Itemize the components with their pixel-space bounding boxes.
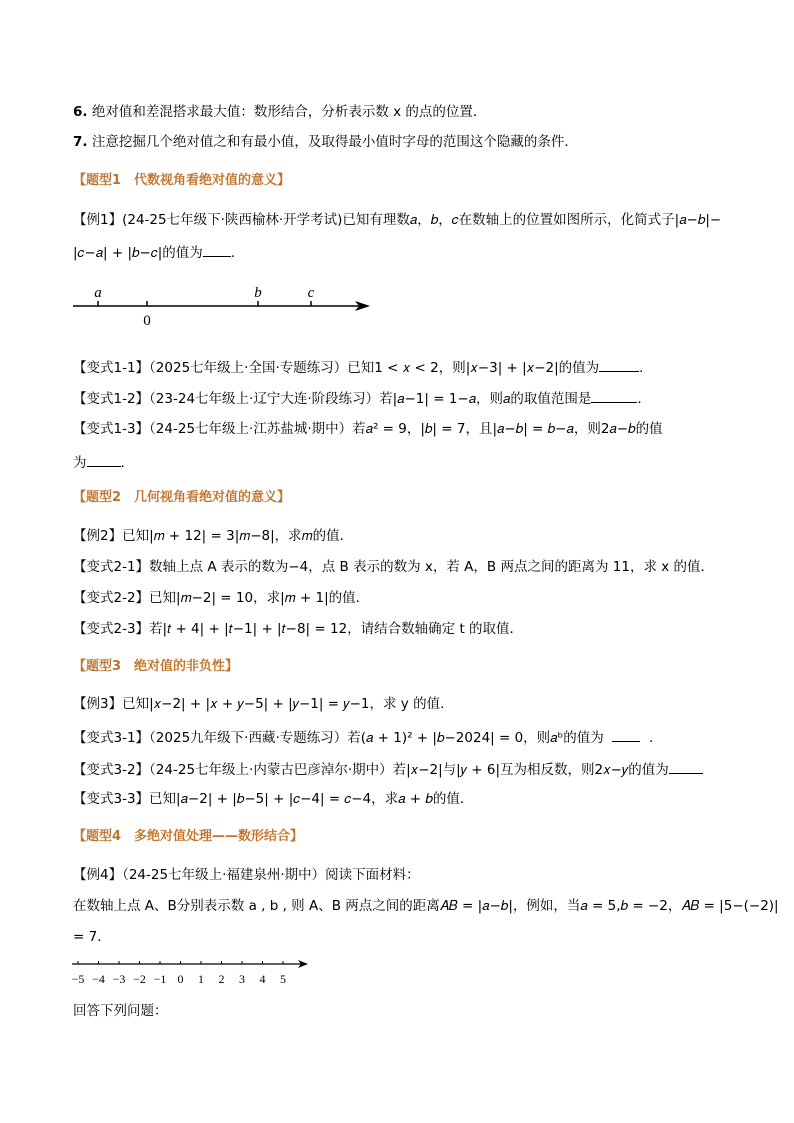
label-a: a	[94, 285, 102, 301]
variant-text: 为	[73, 455, 87, 471]
tip-number: 6.	[73, 104, 88, 120]
variant-1-3: 【变式1-3】（24-25七年级上·江苏盐城·期中）若𝑎² = 9，|𝑏| = 7，且|𝑎−𝑏| = 𝑏−𝑎，则2𝑎−𝑏的值	[73, 421, 663, 437]
answer-blank	[203, 242, 231, 257]
variant-text: 【变式1-2】（23-24七年级上·辽宁大连·阶段练习）若|𝑎−1| = 1−𝑎，则𝑎的取值范围是	[73, 391, 592, 407]
axis-tick-label: −5	[71, 972, 85, 986]
section-heading-3: 【题型3 绝对值的非负性】	[73, 659, 239, 674]
tip-text: 注意挖掘几个绝对值之和有最小值，及取得最小值时字母的范围这个隐藏的条件．	[91, 134, 578, 150]
axis-tick-label: 1	[198, 972, 204, 986]
variant-3-2	[73, 759, 703, 779]
question-prompt: 回答下列问题：	[73, 1003, 168, 1019]
label-b: b	[254, 285, 262, 301]
axis-tick-label: 4	[259, 972, 266, 986]
axis-tick-label: 5	[280, 972, 286, 986]
variant-1-1	[73, 357, 643, 377]
variant-1-3-line2: 为 .	[73, 452, 125, 472]
axis-tick-label: −2	[133, 972, 146, 986]
material-line2: = 7．	[73, 929, 111, 945]
variant-2-3: 【变式2-3】若|𝑡 + 4| + |𝑡−1| + |𝑡−8| = 12，请结合数轴确定 t 的取值．	[73, 621, 524, 637]
integer-number-line	[70, 955, 320, 987]
section-heading-2: 【题型2 几何视角看绝对值的意义】	[73, 490, 291, 505]
variant-end: .	[648, 730, 654, 746]
tip-6	[73, 103, 486, 121]
answer-blank	[669, 759, 703, 774]
section-heading-1: 【题型1 代数视角看绝对值的意义】	[73, 173, 291, 188]
example-4: 【例4】（24-25七年级上·福建泉州·期中）阅读下面材料：	[73, 867, 420, 883]
example-1-line2: |𝑐−𝑎| + |𝑏−𝑐|的值为 .	[73, 242, 235, 262]
variant-text: 【变式1-1】（2025七年级上·全国·专题练习）已知1 < 𝑥 < 2，则|𝑥−3| + |𝑥−2|的值为	[73, 360, 600, 376]
axis-tick-label: −4	[92, 972, 105, 986]
answer-blank	[591, 388, 637, 403]
variant-text: 【变式3-2】（24-25七年级上·内蒙古巴彦淖尔·期中）若|𝑥−2|与|𝑦 + 6|互为相反数，则2𝑥−𝑦的值为	[73, 762, 669, 778]
answer-blank	[87, 452, 121, 467]
tip-7	[73, 133, 578, 151]
example-3: 【例3】已知|𝑥−2| + |𝑥 + 𝑦−5| + |𝑦−1| = 𝑦−1，求 y 的值．	[73, 696, 454, 712]
example-1-text: |𝑐−𝑎| + |𝑏−𝑐|的值为	[73, 245, 203, 261]
variant-2-2: 【变式2-2】已知|𝑚−2| = 10，求|𝑚 + 1|的值．	[73, 590, 370, 606]
variant-3-3: 【变式3-3】已知|𝑎−2| + |𝑏−5| + |𝑐−4| = 𝑐−4，求𝑎 + 𝑏的值．	[73, 791, 474, 807]
variant-1-2	[73, 388, 642, 408]
label-c: c	[307, 285, 315, 301]
example-1-line1: 【例1】(24-25七年级下·陕西榆林·开学考试)已知有理数𝑎，𝑏，𝑐在数轴上的位置如图所示，化简式子|𝑎−𝑏|−	[73, 212, 722, 228]
answer-blank	[612, 727, 640, 742]
example-2: 【例2】已知|𝑚 + 12| = 3|𝑚−8|，求𝑚的值．	[73, 528, 354, 544]
variant-end: .	[637, 391, 642, 407]
variant-2-1: 【变式2-1】数轴上点 A 表示的数为−4，点 B 表示的数为 x，若 A，B 两点之间的距离为 11，求 x 的值．	[73, 559, 715, 575]
answer-blank	[599, 357, 639, 372]
axis-tick-label: 3	[239, 972, 245, 986]
section-heading-4: 【题型4 多绝对值处理——数形结合】	[73, 829, 304, 844]
variant-end: .	[639, 360, 644, 376]
tip-number: 7.	[73, 134, 88, 150]
variant-text: 【变式3-1】（2025九年级下·西藏·专题练习）若(𝑎 + 1)² + |𝑏−2024| = 0，则𝑎ᵇ的值为	[73, 730, 604, 746]
axis-tick-label: 2	[218, 972, 225, 986]
variant-3-1	[73, 727, 653, 747]
material-line1: 在数轴上点 A、B分别表示数 a , b , 则 A、B 两点之间的距离𝐴𝐵 = |𝑎−𝑏|，例如，当𝑎 = 5,𝑏 = −2，𝐴𝐵 = |5−(−2)|	[73, 898, 779, 914]
axis-tick-label: −1	[153, 972, 167, 986]
number-line-figure	[70, 280, 380, 330]
label-zero: 0	[143, 313, 151, 329]
tip-text: 绝对值和差混搭求最大值：数形结合，分析表示数 x 的点的位置．	[91, 104, 487, 120]
axis-tick-label: 0	[177, 972, 184, 986]
axis-tick-label: −3	[112, 972, 126, 986]
